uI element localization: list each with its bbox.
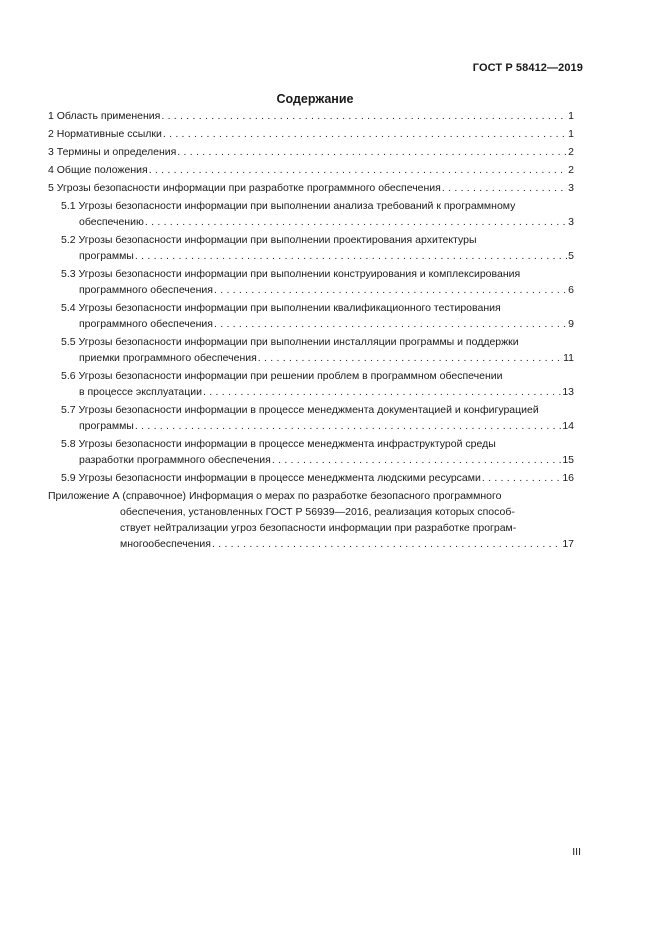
toc-entry-label-cont: в процессе эксплуатации bbox=[79, 386, 203, 398]
toc-entry-page: 1 bbox=[568, 128, 574, 140]
toc-entry-label: 5.6 Угрозы безопасности информации при решении проблем в программном обеспечении bbox=[61, 370, 503, 382]
toc-entry-label-cont: многообеспечения bbox=[120, 538, 211, 550]
toc-entry-page: 17 bbox=[562, 538, 574, 550]
toc-entry-page: 2 bbox=[568, 146, 574, 158]
leader-dots bbox=[177, 144, 567, 160]
toc-entry-5-4[interactable] bbox=[48, 300, 574, 332]
document-code: ГОСТ Р 58412—2019 bbox=[472, 62, 583, 74]
toc-entry-label-cont: обеспечения, установленных ГОСТ Р 56939—2016, реализация которых способ- bbox=[120, 506, 515, 518]
toc-entry-label: 5.2 Угрозы безопасности информации при выполнении проектирования архитектуры bbox=[61, 234, 477, 246]
toc-entry-label: 3 Термины и определения bbox=[48, 146, 177, 158]
leader-dots bbox=[135, 418, 561, 434]
leader-dots bbox=[145, 214, 567, 230]
toc-entry-5-2[interactable] bbox=[48, 232, 574, 264]
toc-entry-label-cont: программы bbox=[79, 420, 134, 432]
toc-entry-page: 13 bbox=[562, 386, 574, 398]
toc-entry-2[interactable] bbox=[48, 126, 574, 142]
page-number: III bbox=[572, 846, 581, 858]
toc-entry-label: 5.4 Угрозы безопасности информации при выполнении квалификационного тестирования bbox=[61, 302, 501, 314]
toc-entry-label: 5 Угрозы безопасности информации при разработке программного обеспечения bbox=[48, 182, 441, 194]
toc-entry-label: 5.1 Угрозы безопасности информации при выполнении анализа требований к программному bbox=[61, 200, 516, 212]
leader-dots bbox=[214, 282, 567, 298]
toc-entry-page: 2 bbox=[568, 164, 574, 176]
toc-entry-4[interactable] bbox=[48, 162, 574, 178]
toc-entry-5-8[interactable] bbox=[48, 436, 574, 468]
toc-entry-label: 5.7 Угрозы безопасности информации в процессе менеджмента документацией и конфигурацией bbox=[61, 404, 539, 416]
toc-entry-page: 3 bbox=[568, 216, 574, 228]
toc-entry-label: 5.9 Угрозы безопасности информации в процессе менеджмента людскими ресурсами bbox=[61, 472, 481, 484]
toc-entry-label: 4 Общие положения bbox=[48, 164, 148, 176]
leader-dots bbox=[272, 452, 561, 468]
toc-entry-label-cont: программного обеспечения bbox=[79, 318, 213, 330]
toc-entry-5-7[interactable] bbox=[48, 402, 574, 434]
toc-entry-label-cont: ствует нейтрализации угроз безопасности информации при разработке програм- bbox=[120, 522, 517, 534]
toc-entry-3[interactable] bbox=[48, 144, 574, 160]
toc-entry-page: 6 bbox=[568, 284, 574, 296]
toc-entry-1[interactable] bbox=[48, 108, 574, 124]
toc-entry-label: 5.5 Угрозы безопасности информации при выполнении инсталляции программы и поддержки bbox=[61, 336, 519, 348]
toc-entry-appendix-a[interactable] bbox=[48, 488, 574, 552]
leader-dots bbox=[161, 108, 567, 124]
toc-entry-label: Приложение А (справочное) Информация о мерах по разработке безопасного программного bbox=[48, 490, 502, 502]
leader-dots bbox=[212, 536, 561, 552]
toc-entry-page: 5 bbox=[568, 250, 574, 262]
toc-entry-label-cont: обеспечению bbox=[79, 216, 144, 228]
toc-entry-label-cont: программы bbox=[79, 250, 134, 262]
leader-dots bbox=[482, 470, 561, 486]
toc-entry-page: 16 bbox=[562, 472, 574, 484]
toc-entry-label-cont: программного обеспечения bbox=[79, 284, 213, 296]
toc-entry-page: 9 bbox=[568, 318, 574, 330]
toc-entry-page: 14 bbox=[562, 420, 574, 432]
toc-entry-5-3[interactable] bbox=[48, 266, 574, 298]
leader-dots bbox=[442, 180, 567, 196]
toc-entry-5-6[interactable] bbox=[48, 368, 574, 400]
toc-entry-page: 3 bbox=[568, 182, 574, 194]
toc-title: Содержание bbox=[276, 92, 354, 106]
table-of-contents bbox=[48, 108, 574, 552]
leader-dots bbox=[203, 384, 561, 400]
leader-dots bbox=[214, 316, 567, 332]
toc-entry-page: 15 bbox=[562, 454, 574, 466]
toc-entry-page: 11 bbox=[563, 352, 574, 364]
toc-entry-label: 5.3 Угрозы безопасности информации при выполнении конструирования и комплексирования bbox=[61, 268, 521, 280]
toc-entry-label: 5.8 Угрозы безопасности информации в процессе менеджмента инфраструктурой среды bbox=[61, 438, 496, 450]
toc-entry-label-cont: приемки программного обеспечения bbox=[79, 352, 257, 364]
toc-entry-page: 1 bbox=[568, 110, 574, 122]
toc-entry-5-5[interactable] bbox=[48, 334, 574, 366]
leader-dots bbox=[258, 350, 562, 366]
leader-dots bbox=[135, 248, 567, 264]
toc-entry-5-1[interactable] bbox=[48, 198, 574, 230]
toc-entry-label: 1 Область применения bbox=[48, 110, 161, 122]
leader-dots bbox=[163, 126, 567, 142]
toc-entry-5[interactable] bbox=[48, 180, 574, 196]
toc-entry-5-9[interactable] bbox=[48, 470, 574, 486]
leader-dots bbox=[149, 162, 567, 178]
toc-entry-label-cont: разработки программного обеспечения bbox=[79, 454, 271, 466]
toc-entry-label: 2 Нормативные ссылки bbox=[48, 128, 162, 140]
